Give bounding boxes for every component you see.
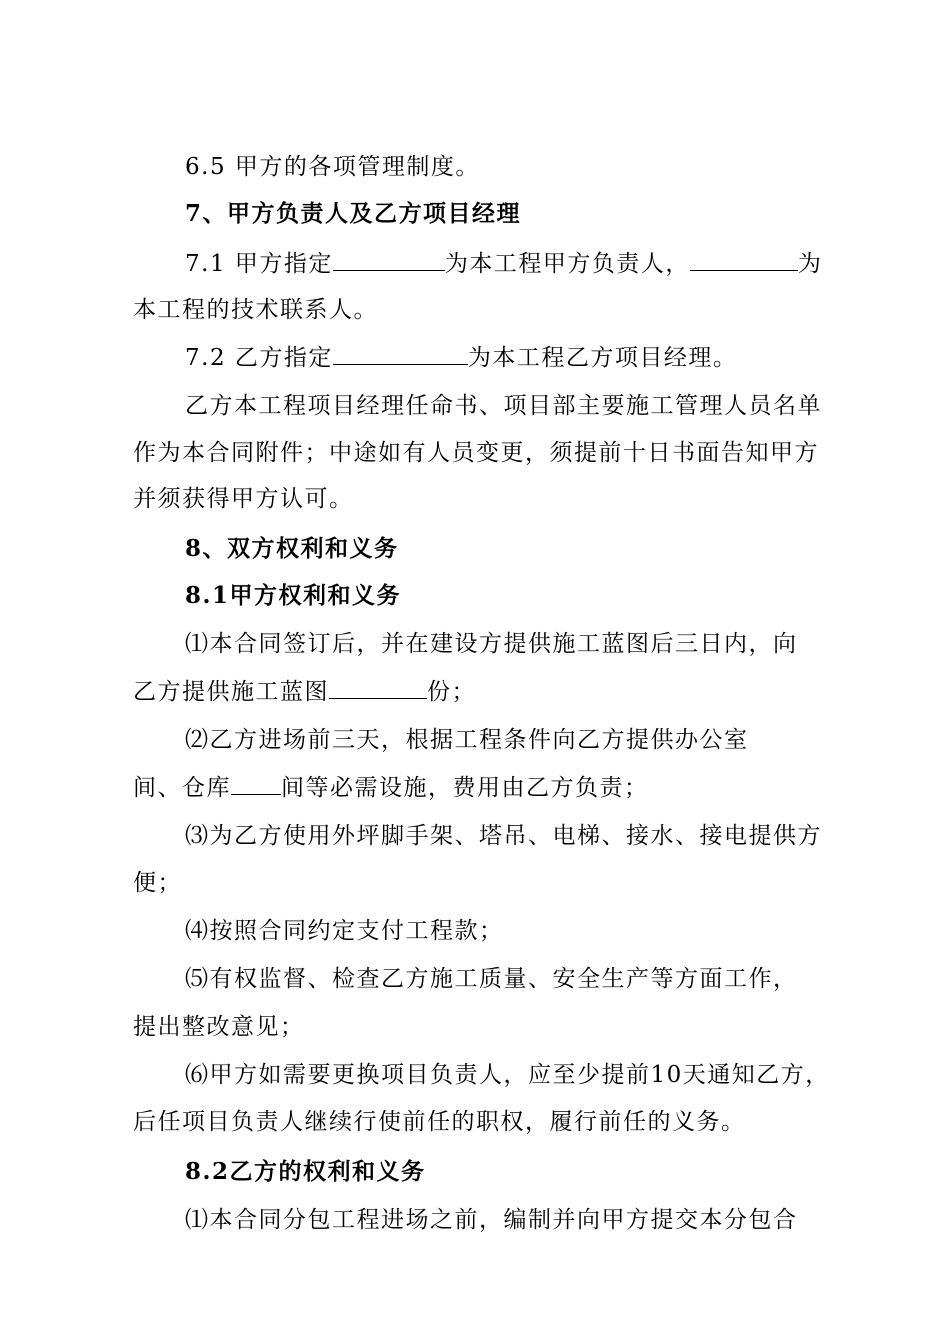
item-8-1-2-cont (133, 772, 649, 803)
clause-7-2 (185, 342, 737, 373)
paragraph-appointment-line-3-row (133, 484, 354, 514)
item-8-1-2-cont-text-b: 间等必需设施，费用由乙方负责； (281, 775, 649, 801)
item-8-1-1-cont (133, 676, 476, 707)
section-8-heading (185, 534, 399, 564)
clause-6-5-text: 6.5 甲方的各项管理制度。 (185, 154, 480, 180)
clause-6-5 (185, 152, 480, 182)
item-8-1-5 (185, 964, 798, 994)
blank-field-tech-contact[interactable] (690, 248, 798, 271)
clause-7-2-text-a: 7.2 乙方指定 (185, 345, 333, 371)
section-8-2-heading-text: 8.2乙方的权利和义务 (185, 1158, 426, 1185)
item-8-1-5-cont (133, 1012, 305, 1042)
item-8-1-5-cont-text: 提出整改意见； (133, 1014, 305, 1040)
item-8-1-1 (185, 629, 798, 659)
item-8-1-1-cont-text-b: 份； (427, 679, 476, 705)
paragraph-appointment-line-3: 并须获得甲方认可。 (133, 486, 354, 512)
section-8-1-heading (185, 581, 401, 611)
blank-field-blueprint-copies[interactable] (329, 676, 427, 699)
paragraph-appointment-line-2-row (133, 438, 819, 468)
item-8-1-2 (185, 725, 749, 755)
item-8-1-2-text: ⑵乙方进场前三天，根据工程条件向乙方提供办公室 (185, 727, 749, 753)
section-8-heading-text: 8、双方权利和义务 (185, 535, 399, 562)
item-8-2-1 (185, 1205, 798, 1235)
blank-field-warehouse-count[interactable] (231, 772, 281, 795)
item-8-1-6-cont (133, 1107, 746, 1137)
item-8-1-3 (185, 821, 822, 851)
item-8-1-3-text: ⑶为乙方使用外坪脚手架、塔吊、电梯、接水、接电提供方 (185, 823, 822, 849)
paragraph-appointment-line-1: 乙方本工程项目经理任命书、项目部主要施工管理人员名单 (185, 393, 822, 419)
section-7-heading-text: 7、甲方负责人及乙方项目经理 (185, 200, 522, 227)
clause-7-1-cont (133, 295, 378, 325)
item-8-1-3-cont-text: 便； (133, 870, 182, 896)
item-8-1-6-cont-text: 后任项目负责人继续行使前任的职权，履行前任的义务。 (133, 1109, 746, 1135)
item-8-1-6 (185, 1060, 830, 1090)
item-8-1-3-cont (133, 868, 182, 898)
section-7-heading (185, 199, 521, 229)
item-8-1-5-text: ⑸有权监督、检查乙方施工质量、安全生产等方面工作， (185, 966, 798, 992)
clause-7-1-text-a: 7.1 甲方指定 (185, 251, 333, 277)
clause-7-1-cont-text: 本工程的技术联系人。 (133, 297, 378, 323)
item-8-1-4 (185, 916, 504, 946)
item-8-1-1-text: ⑴本合同签订后，并在建设方提供施工蓝图后三日内，向 (185, 631, 798, 657)
clause-7-1-text-b: 为本工程甲方负责人， (444, 251, 690, 277)
item-8-1-4-text: ⑷按照合同约定支付工程款； (185, 918, 504, 944)
clause-7-1 (185, 248, 822, 279)
section-8-2-heading (185, 1157, 426, 1187)
item-8-2-1-text: ⑴本合同分包工程进场之前，编制并向甲方提交本分包合 (185, 1207, 798, 1233)
clause-7-1-text-c: 为 (797, 251, 823, 277)
paragraph-appointment-line-2: 作为本合同附件；中途如有人员变更，须提前十日书面告知甲方 (133, 440, 819, 466)
item-8-1-2-cont-text-a: 间、仓库 (133, 775, 231, 801)
paragraph-appointment (185, 391, 822, 421)
blank-field-project-manager[interactable] (333, 342, 468, 365)
item-8-1-6-text: ⑹甲方如需要更换项目负责人，应至少提前10天通知乙方， (185, 1062, 830, 1088)
item-8-1-1-cont-text-a: 乙方提供施工蓝图 (133, 679, 329, 705)
section-8-1-heading-text: 8.1甲方权利和义务 (185, 582, 402, 609)
blank-field-owner-rep[interactable] (333, 248, 445, 271)
clause-7-2-text-b: 为本工程乙方项目经理。 (467, 345, 738, 371)
